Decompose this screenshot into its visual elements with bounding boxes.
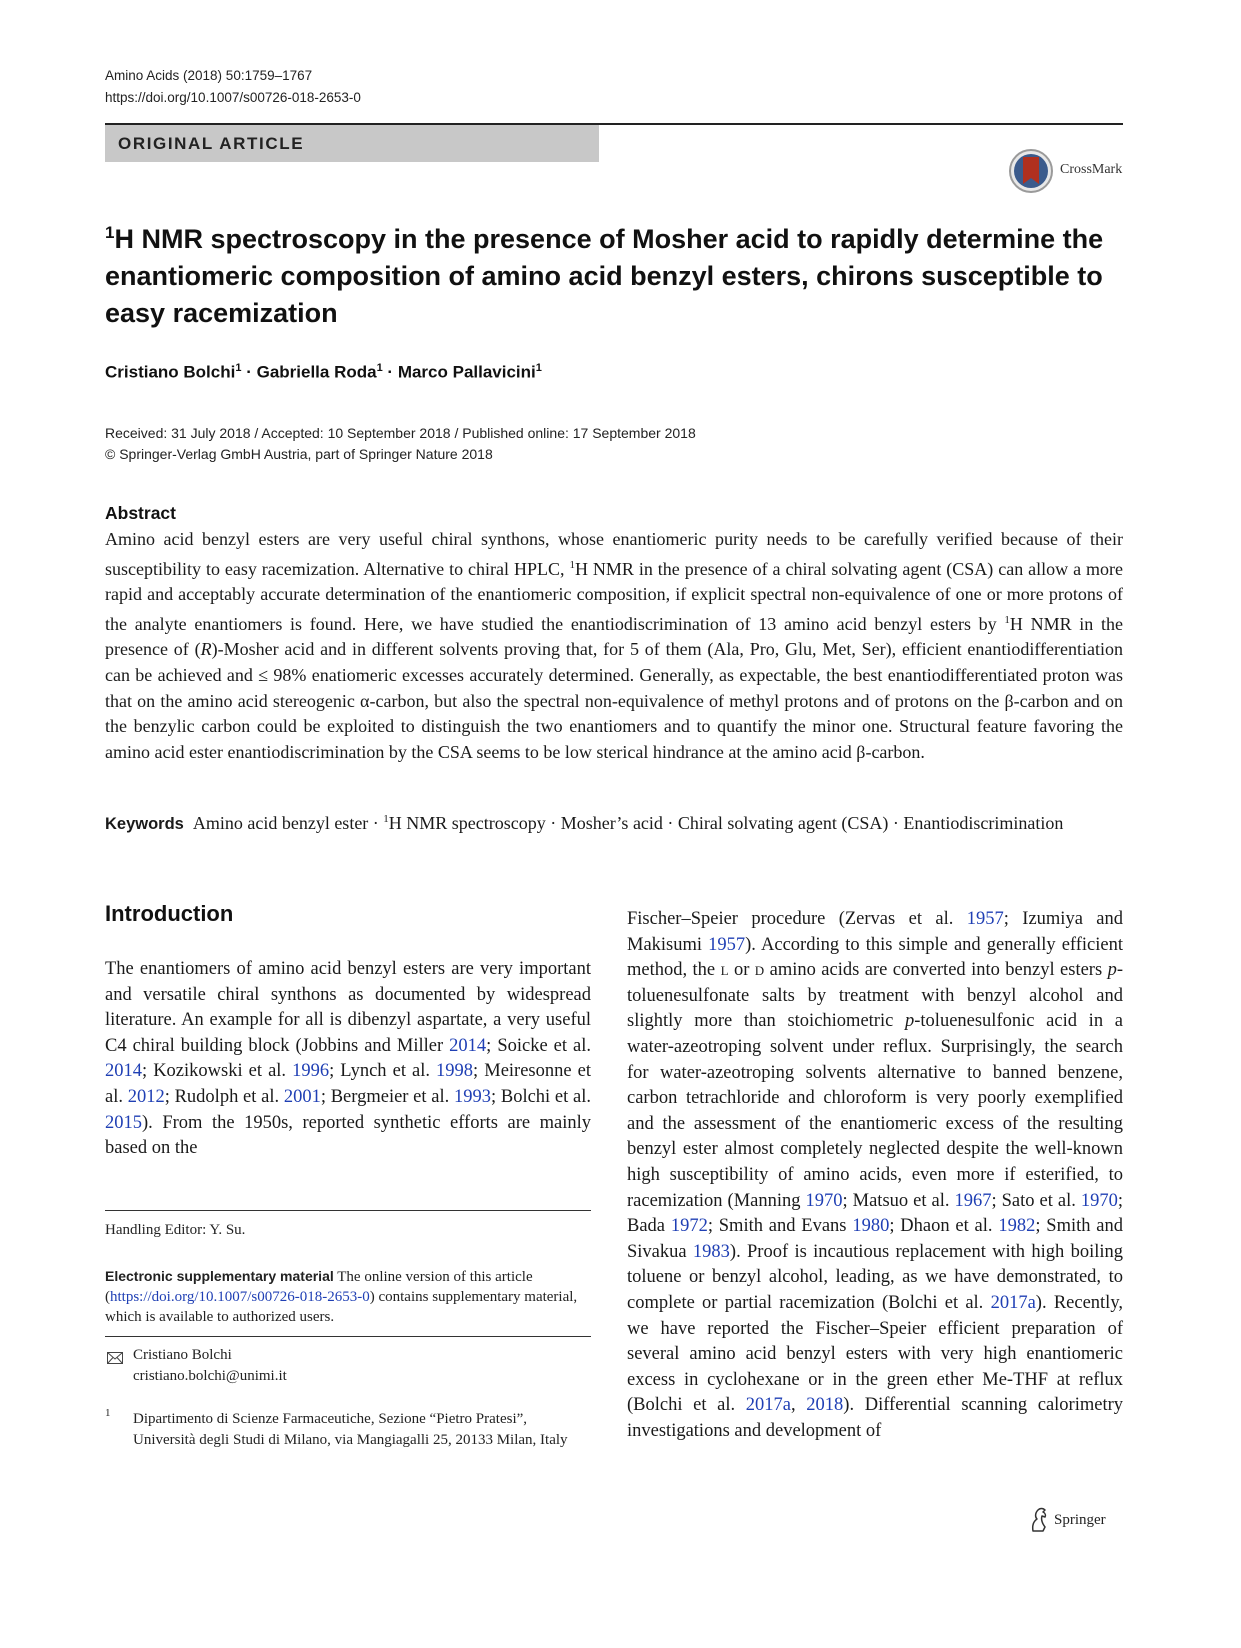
- abstract-text-run: H NMR in the presence of (: [105, 613, 1123, 660]
- citation-link[interactable]: 1970: [1080, 1190, 1118, 1211]
- body-text: ). Recently, we have reported the Fischer–Speier efficient preparation of several amino acid benzyl esters with very high enantiomeric excess in cyclohexane or in the green ether Me-THF at reflux (Bolchi et al.: [627, 1292, 1123, 1416]
- title-superscript: 1: [105, 223, 115, 242]
- esm-text: ) contains supplementary material, which is available to authorized users.: [105, 1289, 578, 1325]
- citation-link[interactable]: 2012: [127, 1086, 165, 1107]
- supplementary-material-note: [105, 1266, 591, 1327]
- citation-link[interactable]: 2001: [283, 1086, 321, 1107]
- citation-link[interactable]: 2014: [105, 1061, 142, 1082]
- citation-link[interactable]: 1972: [670, 1216, 708, 1237]
- small-caps-text: d: [754, 960, 765, 981]
- body-text: ). Differential scanning calorimetry investigations and development of: [627, 1395, 1123, 1441]
- body-text: -toluenesulfonate salts by treatment with benzyl alcohol and slightly more than stoichiometric: [627, 960, 1123, 1032]
- body-text: ; Matsuo et al.: [842, 1190, 955, 1211]
- author-name[interactable]: Marco Pallavicini: [397, 362, 536, 382]
- keywords: [105, 806, 1123, 838]
- body-text: ; Lynch et al.: [329, 1061, 437, 1082]
- body-text: ; Bergmeier et al.: [320, 1086, 454, 1107]
- keywords-label: Keywords: [105, 815, 184, 833]
- crossmark-label: CrossMark: [1060, 162, 1123, 177]
- small-caps-text: l: [720, 960, 729, 981]
- body-text: ; Rudolph et al.: [164, 1086, 284, 1107]
- abstract-heading: Abstract: [105, 503, 176, 523]
- author-affiliation: 1: [235, 362, 242, 374]
- title-text: H NMR spectroscopy in the presence of Mosher acid to rapidly determine the enantiomeric composition of amino acid benzyl esters, chirons susceptible to easy racemization: [105, 224, 1104, 328]
- body-text: ,: [791, 1395, 807, 1416]
- citation-link[interactable]: 1980: [852, 1216, 890, 1237]
- body-text: ; Kozikowski et al.: [142, 1061, 293, 1082]
- author-name[interactable]: Cristiano Bolchi: [105, 362, 236, 382]
- body-text: Fischer–Speier procedure (Zervas et al.: [627, 909, 967, 929]
- crossmark-badge[interactable]: [1008, 148, 1128, 194]
- corresponding-author-email[interactable]: cristiano.bolchi@unimi.it: [133, 1368, 287, 1384]
- body-text: ; Soicke et al.: [486, 1035, 592, 1056]
- citation-link[interactable]: 1982: [998, 1216, 1036, 1237]
- body-text: ; Bolchi et al.: [490, 1086, 591, 1107]
- body-text: -toluenesulfonic acid in a water-azeotroping solvent under reflux. Surprisingly, the search for water-azeotroping solvents alternative to banned benzene, carbon tetrachloride and chloroform is very poorly exemplified and the assessment of the enantiomeric excess of the resulting benzyl ester almost completely neglected despite the well-known high susceptibility of amino acids, even more if esterified, to racemization (Manning: [627, 1011, 1123, 1211]
- esm-text: The online version of this article (: [105, 1269, 533, 1305]
- esm-doi-link[interactable]: https://doi.org/10.1007/s00726-018-2653-0: [110, 1289, 370, 1305]
- footnote-divider: [105, 1210, 591, 1211]
- citation-link[interactable]: 2017a: [990, 1292, 1036, 1313]
- body-text: ; Bada: [627, 1190, 1123, 1237]
- publication-dates: Received: 31 July 2018 / Accepted: 10 September 2018 / Published online: 17 September 2018: [105, 425, 696, 441]
- citation-link[interactable]: 1957: [966, 909, 1004, 929]
- keywords-text: H NMR spectroscopy · Mosher’s acid · Chiral solvating agent (CSA) · Enantiodiscrimination: [388, 813, 1064, 833]
- body-text: or: [728, 960, 755, 981]
- author-separator: ·: [382, 362, 398, 382]
- citation-link[interactable]: 1993: [453, 1086, 491, 1107]
- author-affiliation: 1: [376, 362, 383, 374]
- abstract-text-run: )-Mosher acid and in different solvents proving that, for 5 of them (Ala, Pro, Glu, Met, Ser), efficient enantiodifferentiation can be achieved and ≤ 98% enatiomeric excesses accurately determined. Generally, as expectable, the best enantiodifferentiated proton was that on the amino acid stereogenic α-carbon, but also the spectral non-equivalence of methyl protons and of protons on the β-carbon and on the benzylic carbon could be exploited to distinguish the two enantiomers and to quantify the minor one. Structural feature favoring the amino acid ester enantiodiscrimination by the CSA seems to be low sterical hindrance at the amino acid β-carbon.: [105, 639, 1123, 762]
- body-text: ; Izumiya and Makisumi: [627, 909, 1124, 955]
- article-doi[interactable]: https://doi.org/10.1007/s00726-018-2653-0: [105, 90, 361, 105]
- springer-horse-icon: [1028, 1507, 1050, 1533]
- citation-link[interactable]: 2015: [105, 1112, 142, 1133]
- introduction-right-column: [627, 907, 1123, 1444]
- abstract-text-run: H NMR in the presence of a chiral solvating agent (CSA) can allow a more rapid and acceptably accurate determination of the enantiomeric composition, if explicit spectral non-equivalence of one or more protons of the analyte enantiomers is found. Here, we have studied the enantiodiscrimination of 13 amino acid benzyl esters by: [105, 558, 1123, 634]
- italic-text: p: [1107, 960, 1117, 981]
- author-name[interactable]: Gabriella Roda: [256, 362, 377, 382]
- abstract-superscript: 1: [1004, 613, 1010, 626]
- handling-editor: Handling Editor: Y. Su.: [105, 1222, 246, 1238]
- affiliation-number: 1: [105, 1407, 111, 1419]
- citation-link[interactable]: 1996: [292, 1061, 330, 1082]
- envelope-icon: [107, 1352, 123, 1364]
- author-affiliation: 1: [535, 362, 542, 374]
- affiliation-text: Dipartimento di Scienze Farmaceutiche, Sezione “Pietro Pratesi”, Università degli Studi di Milano, via Mangiagalli 25, 20133 Milan, Italy: [133, 1411, 568, 1448]
- abstract-superscript: 1: [569, 558, 575, 571]
- abstract-italic: R: [200, 639, 212, 660]
- body-text: ; Smith and Sivakua: [627, 1216, 1124, 1262]
- corresponding-author-name: Cristiano Bolchi: [133, 1347, 232, 1363]
- journal-citation: Amino Acids (2018) 50:1759–1767: [105, 68, 313, 83]
- copyright-notice: © Springer-Verlag GmbH Austria, part of Springer Nature 2018: [105, 446, 493, 462]
- citation-link[interactable]: 1983: [692, 1241, 730, 1262]
- keywords-text: Amino acid benzyl ester ·: [192, 813, 384, 833]
- body-text: The enantiomers of amino acid benzyl esters are very important and versatile chiral synthons as documented by widespread literature. An example for all is dibenzyl aspartate, a very useful C4 chiral building block (Jobbins and Miller: [105, 959, 591, 1056]
- article-title: [105, 214, 1105, 332]
- esm-label: Electronic supplementary material: [105, 1268, 334, 1284]
- introduction-heading: Introduction: [105, 901, 234, 926]
- citation-link[interactable]: 1970: [805, 1190, 843, 1211]
- citation-link[interactable]: 2017a: [745, 1395, 791, 1416]
- keywords-superscript: 1: [383, 813, 389, 825]
- italic-text: p: [905, 1011, 915, 1032]
- citation-link[interactable]: 1967: [954, 1190, 992, 1211]
- abstract-text-run: Amino acid benzyl esters are very useful chiral synthons, whose enantiomeric purity needs to be carefully verified because of their susceptibility to easy racemization. Alternative to chiral HPLC,: [105, 529, 1123, 579]
- body-text: amino acids are converted into benzyl esters: [764, 960, 1108, 981]
- article-type-banner: ORIGINAL ARTICLE: [105, 125, 599, 162]
- body-text: ). From the 1950s, reported synthetic efforts are mainly based on the: [105, 1112, 591, 1159]
- body-text: ; Meiresonne et al.: [105, 1061, 591, 1107]
- author-list: [105, 362, 542, 383]
- body-text: ; Smith and Evans: [707, 1216, 853, 1237]
- publisher-name: Springer: [1054, 1512, 1106, 1528]
- citation-link[interactable]: 1998: [436, 1061, 474, 1082]
- citation-link[interactable]: 2018: [806, 1395, 844, 1416]
- introduction-left-column: [105, 957, 591, 1162]
- body-text: ; Dhaon et al.: [889, 1216, 999, 1237]
- crossmark-icon: [1008, 148, 1054, 194]
- abstract-body: [105, 527, 1123, 765]
- footnote-divider: [105, 1336, 591, 1337]
- body-text: ). According to this simple and generally efficient method, the: [627, 934, 1124, 981]
- body-text: ). Proof is incautious replacement with high boiling toluene or benzyl alcohol, leading, as we have demonstrated, to complete or partial racemization (Bolchi et al.: [627, 1241, 1123, 1313]
- citation-link[interactable]: 1957: [708, 934, 746, 955]
- body-text: ; Sato et al.: [991, 1190, 1081, 1211]
- citation-link[interactable]: 2014: [449, 1035, 487, 1056]
- author-separator: ·: [241, 362, 257, 382]
